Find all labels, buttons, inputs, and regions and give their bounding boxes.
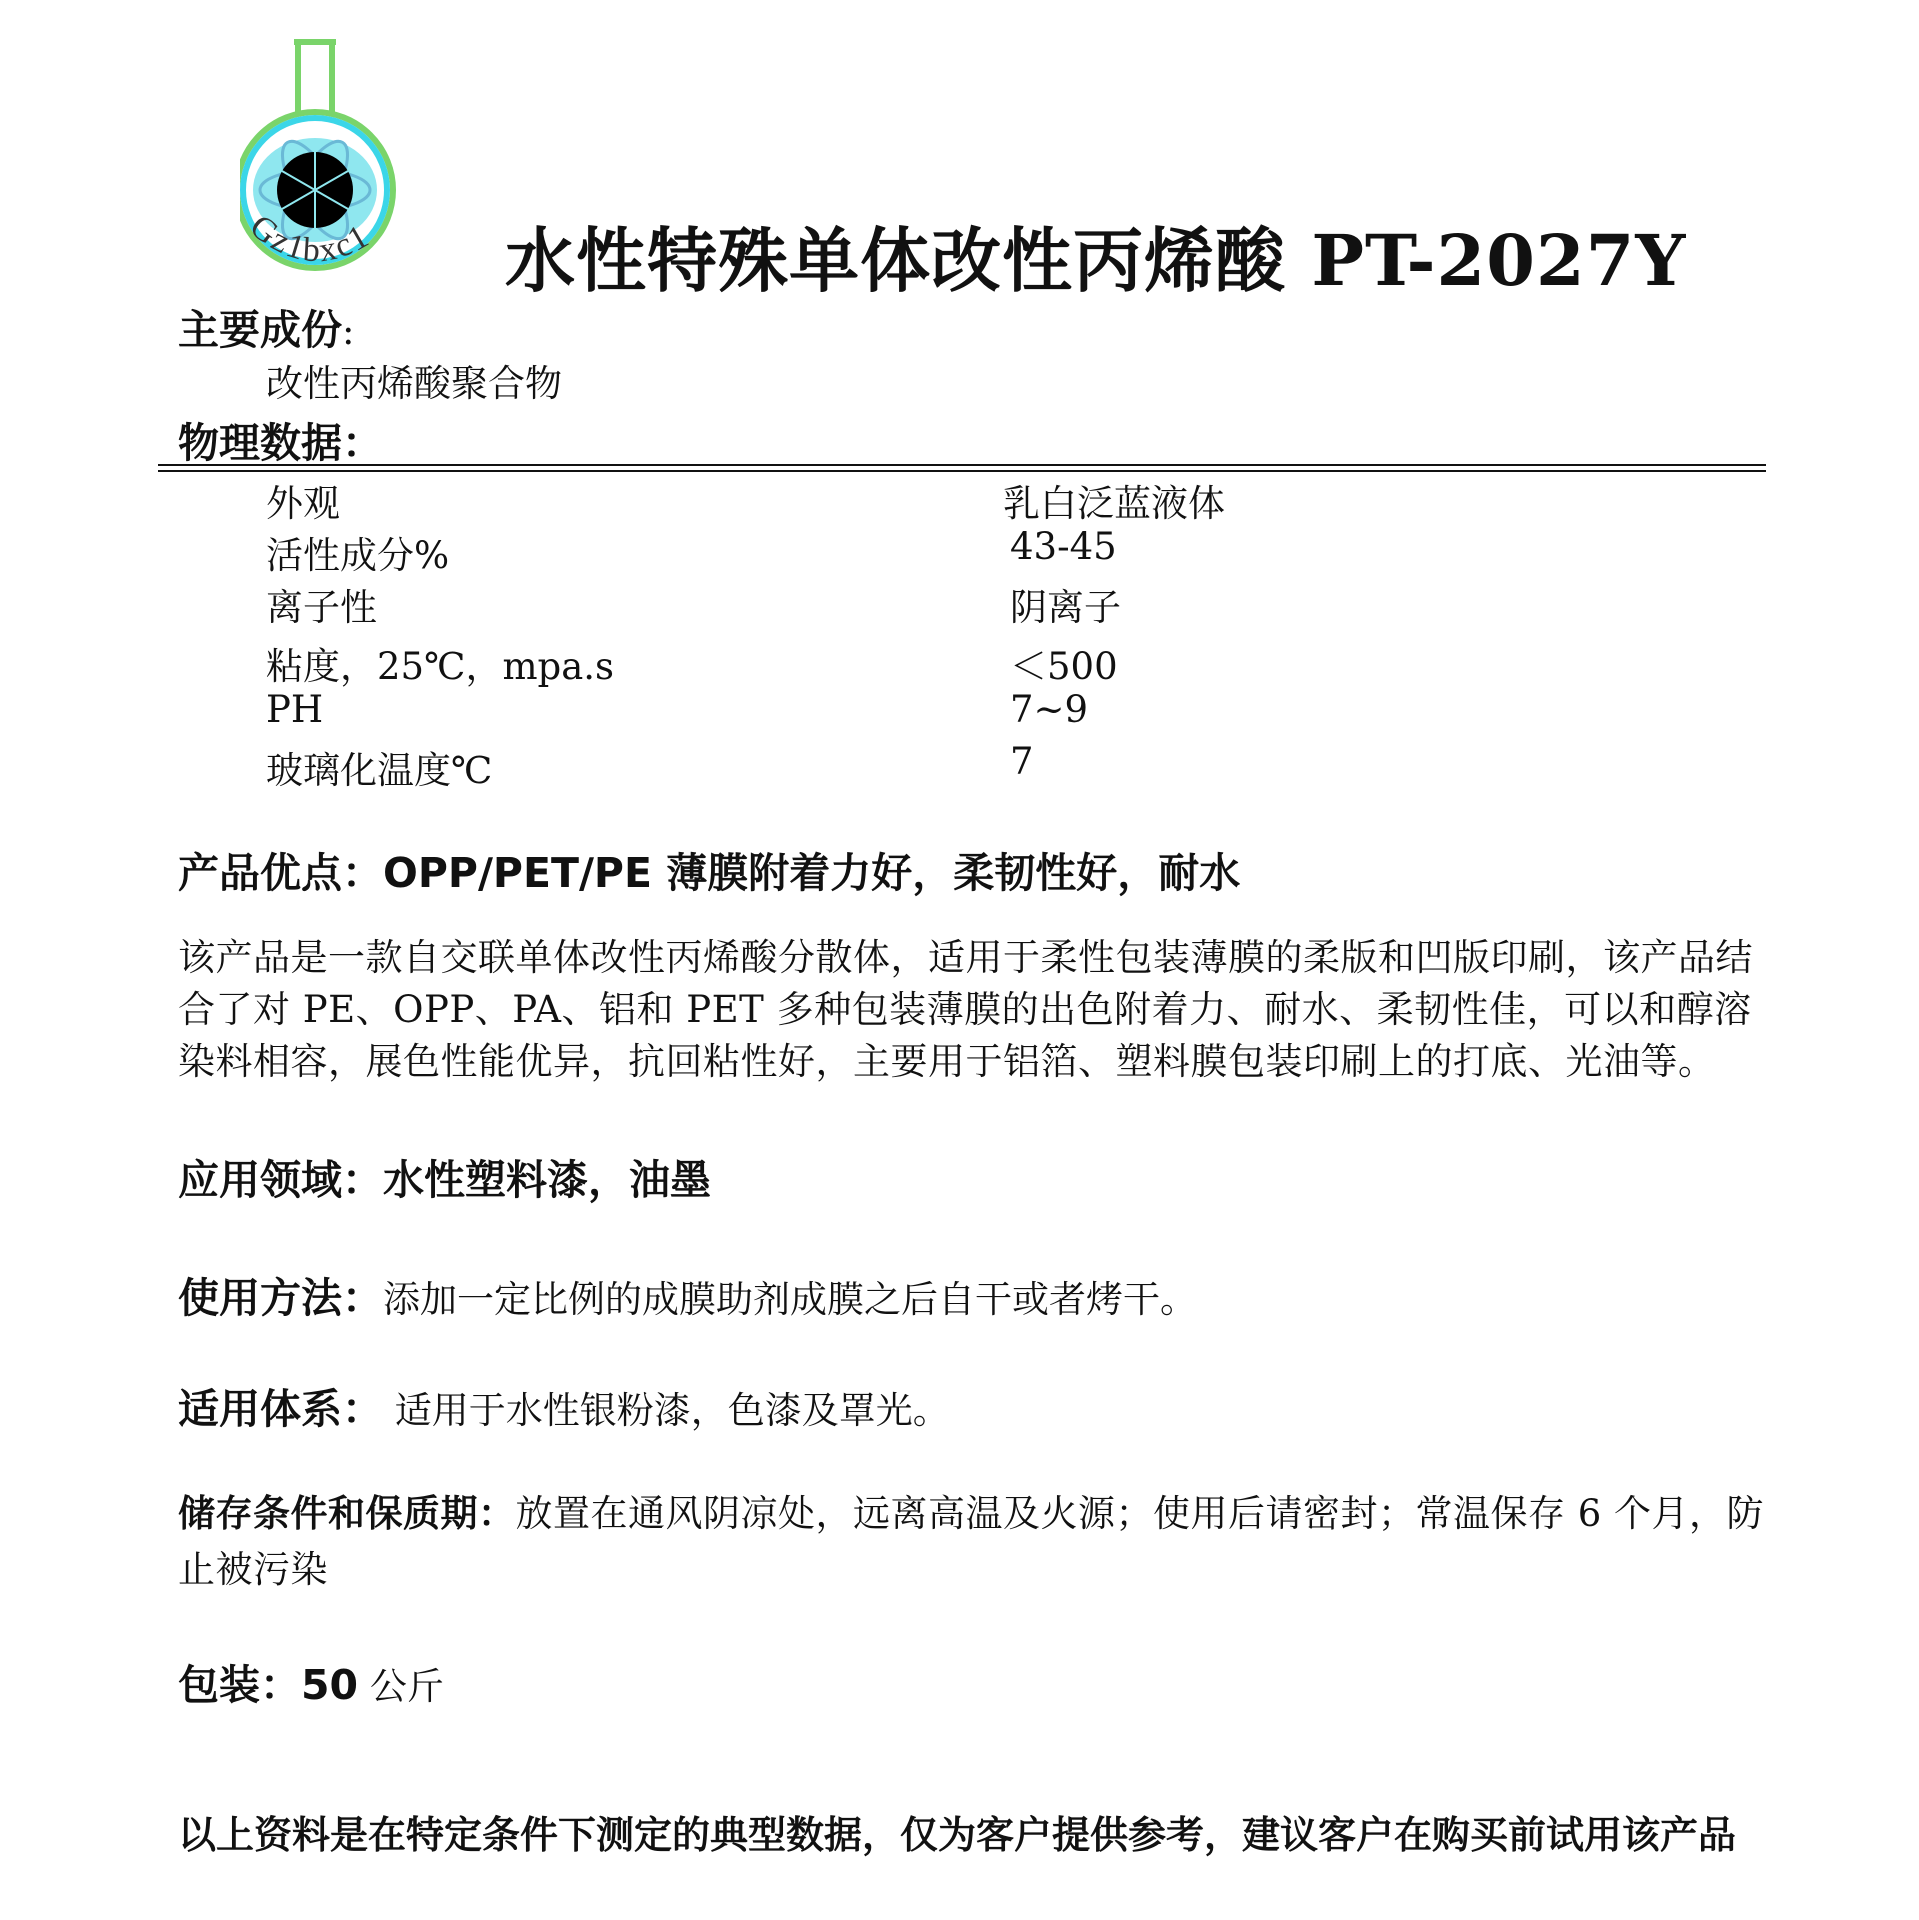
prop-label: PH — [266, 688, 324, 731]
prop-label: 外观 — [266, 482, 340, 525]
packaging-heading: 包装：50 公斤 — [178, 1661, 444, 1709]
disclaimer: 以上资料是在特定条件下测定的典型数据，仅为客户提供参考，建议客户在购买前试用该产品 — [178, 1813, 1737, 1857]
physical-data-heading: 物理数据： — [178, 419, 383, 467]
page-title: 水性特殊单体改性丙烯酸 PT-2027Y — [505, 219, 1687, 302]
prop-label: 离子性 — [266, 586, 377, 629]
system-heading: 适用体系： 适用于水性银粉漆，色漆及罩光。 — [178, 1385, 950, 1433]
table-rule-top — [158, 464, 1766, 466]
prop-value: 阴离子 — [1010, 586, 1121, 629]
storage-section: 储存条件和保质期：放置在通风阴凉处，远离高温及火源；使用后请密封；常温保存 6 个月，防止被污染 — [178, 1492, 1765, 1591]
advantages-heading: 产品优点：OPP/PET/PE 薄膜附着力好，柔韧性好，耐水 — [178, 849, 1241, 897]
prop-value: 7 — [1010, 740, 1034, 783]
composition-value: 改性丙烯酸聚合物 — [266, 362, 562, 405]
prop-label: 活性成分% — [266, 534, 450, 577]
prop-value: ＜500 — [1010, 645, 1118, 688]
composition-heading: 主要成份: — [178, 306, 355, 354]
prop-label: 玻璃化温度℃ — [266, 749, 493, 792]
svg-text:Gz1bxc1: Gz1bxc1 — [242, 207, 377, 270]
prop-value: 7~9 — [1010, 688, 1089, 731]
application-heading: 应用领域：水性塑料漆，油墨 — [178, 1156, 711, 1204]
prop-value: 43-45 — [1010, 525, 1117, 568]
product-description: 该产品是一款自交联单体改性丙烯酸分散体，适用于柔性包装薄膜的柔版和凹版印刷，该产品结合了对 PE、OPP、PA、铝和 PET 多种包装薄膜的出色附着力、耐水、柔韧性佳，可以和醇溶染料相容，展色性能优异，抗回粘性好，主要用于铝箔、塑料膜包装印刷上的打底、光油等。 — [178, 936, 1753, 1083]
table-rule-bottom — [158, 470, 1766, 472]
prop-value: 乳白泛蓝液体 — [1003, 482, 1225, 525]
company-logo — [240, 30, 430, 290]
prop-label: 粘度，25℃，mpa.s — [266, 645, 615, 688]
logo-text-arc — [240, 30, 430, 290]
usage-heading: 使用方法：添加一定比例的成膜助剂成膜之后自干或者烤干。 — [178, 1274, 1197, 1322]
